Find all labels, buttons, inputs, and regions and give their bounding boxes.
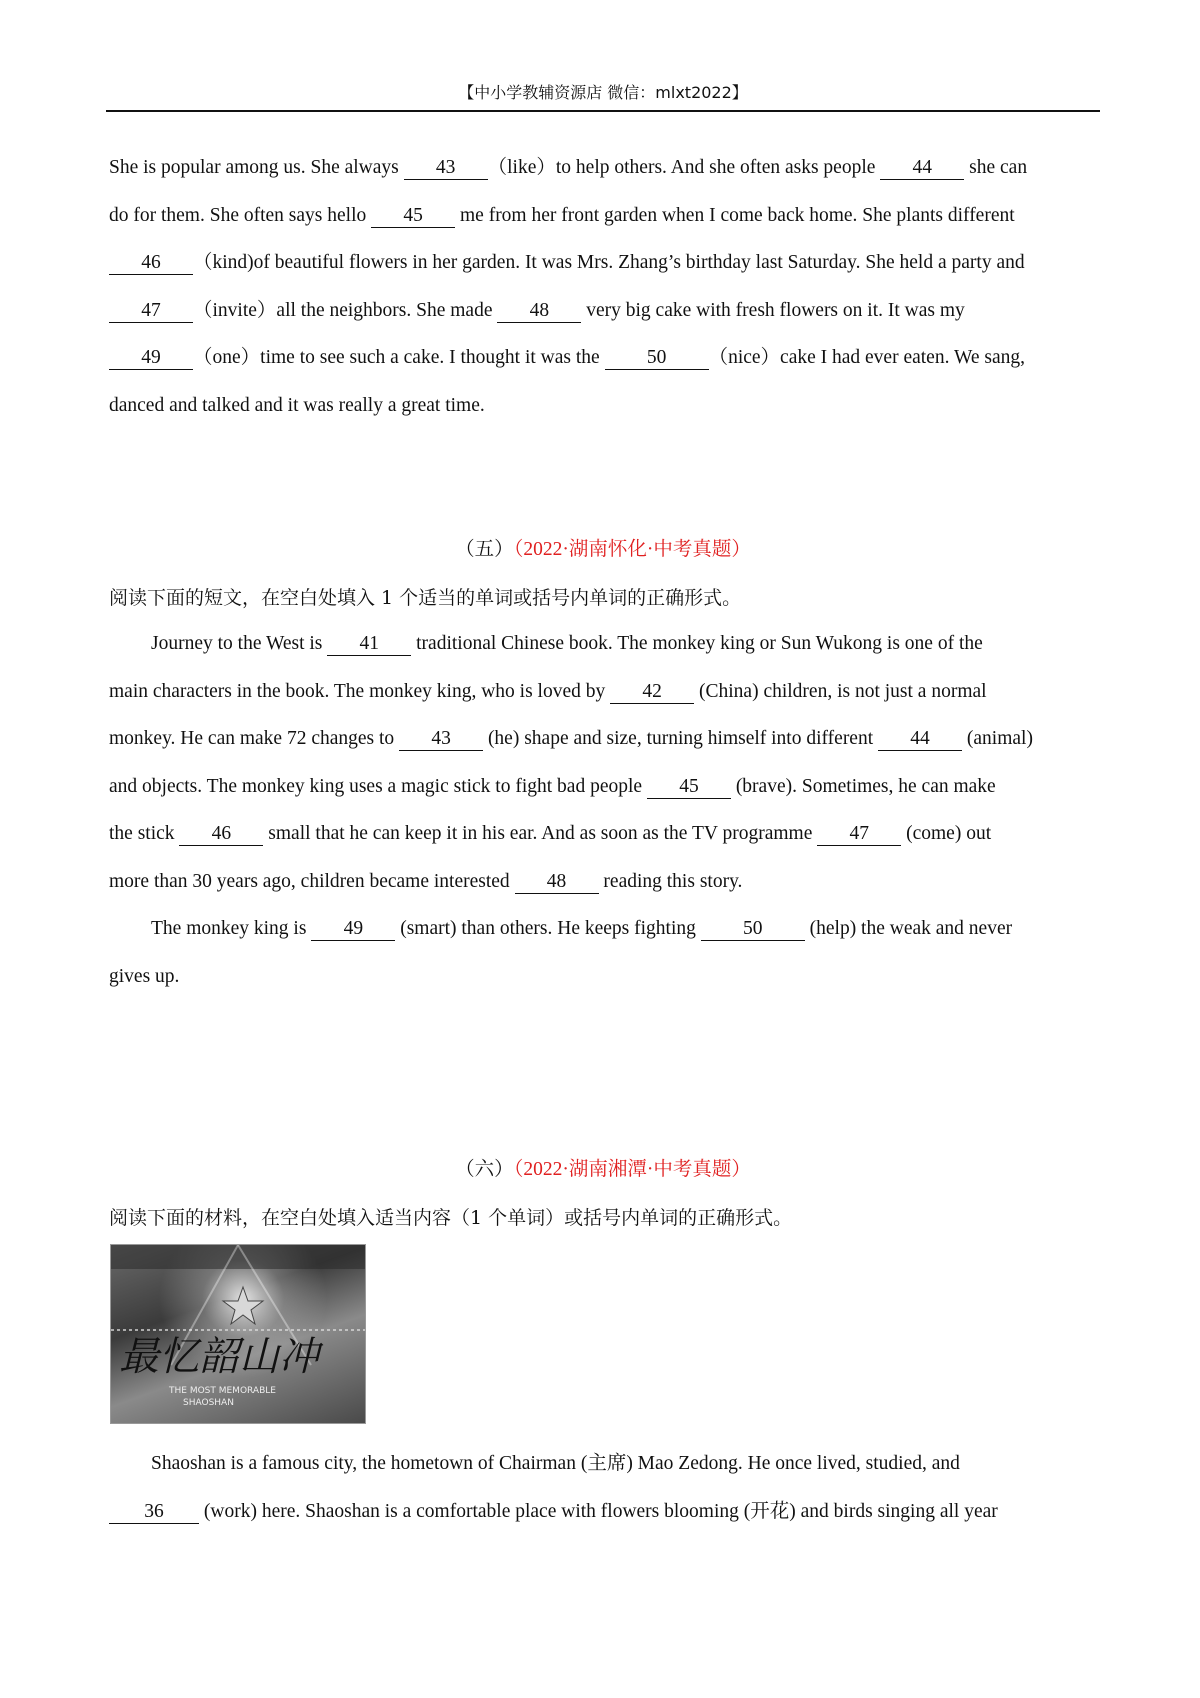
passage-line: the stick 46 small that he can keep it in his ear. And as soon as the TV programme 47 (come) out — [109, 823, 992, 844]
passage-line: monkey. He can make 72 changes to 43 (he) shape and size, turning himself into different 44 (animal) — [109, 728, 1033, 749]
blank-45: 45 — [647, 776, 731, 799]
passage-line: main characters in the book. The monkey king, who is loved by 42 (China) children, is not just a normal — [109, 680, 987, 702]
passage-6 — [109, 1440, 1109, 1535]
passage-line: more than 30 years ago, children became interested 48 reading this story. — [109, 870, 743, 892]
passage-line: Journey to the West is 41 traditional Chinese book. The monkey king or Sun Wukong is one of the — [151, 633, 983, 654]
blank-49: 49 — [311, 918, 395, 941]
photo-caption-2: SHAOSHAN — [183, 1398, 234, 1408]
blank-48: 48 — [515, 871, 599, 894]
blank-41: 41 — [327, 633, 411, 656]
star-icon — [223, 1287, 263, 1324]
shaoshan-photo — [110, 1244, 366, 1424]
passage-line: danced and talked and it was really a great time. — [109, 394, 485, 416]
passage-4 — [109, 144, 1109, 429]
section-5-source: （2022·湖南怀化·中考真题） — [513, 539, 751, 560]
blank-48: 48 — [497, 300, 581, 323]
section-5-instruction: 阅读下面的短文，在空白处填入 1 个适当的单词或括号内单词的正确形式。 — [109, 587, 742, 609]
blank-50: 50 — [701, 918, 805, 941]
passage-line: Shaoshan is a famous city, the hometown of Chairman (主席) Mao Zedong. He once lived, studied, and — [151, 1453, 960, 1474]
section-6-instruction: 阅读下面的材料，在空白处填入适当内容（1 个单词）或括号内单词的正确形式。 — [109, 1207, 793, 1229]
blank-46: 46 — [179, 823, 263, 846]
photo-caption-1: THE MOST MEMORABLE — [169, 1386, 276, 1396]
blank-50: 50 — [605, 347, 709, 370]
blank-47: 47 — [109, 300, 193, 323]
photo-calligraphy: 最忆韶山冲 — [119, 1334, 319, 1380]
passage-line: 47 （invite）all the neighbors. She made 48 very big cake with fresh flowers on it. It was my — [109, 287, 1109, 335]
blank-46: 46 — [109, 252, 193, 275]
passage-line: and objects. The monkey king uses a magic stick to fight bad people 45 (brave). Sometimes, he can make — [109, 775, 996, 797]
blank-45: 45 — [371, 205, 455, 228]
blank-43: 43 — [399, 728, 483, 751]
blank-44: 44 — [878, 728, 962, 751]
passage-line: The monkey king is 49 (smart) than others. He keeps fighting 50 (help) the weak and never — [151, 918, 1013, 939]
blank-44: 44 — [880, 157, 964, 180]
page-header: 【中小学教辅资源店 微信：mlxt2022】 — [458, 83, 748, 102]
blank-42: 42 — [610, 681, 694, 704]
photo-artwork — [111, 1245, 365, 1423]
passage-line: 46 （kind)of beautiful flowers in her garden. It was Mrs. Zhang’s birthday last Saturday. She held a party and — [109, 239, 1109, 287]
passage-line: 49 （one）time to see such a cake. I thought it was the 50 （nice）cake I had ever eaten. We sang, — [109, 334, 1109, 382]
header-divider — [106, 110, 1100, 112]
passage-line: gives up. — [109, 965, 180, 987]
section-6-title: （六）（2022·湖南湘潭·中考真题） — [455, 1159, 751, 1180]
blank-43: 43 — [404, 157, 488, 180]
passage-5 — [109, 620, 1109, 1000]
blank-47: 47 — [817, 823, 901, 846]
blank-36: 36 — [109, 1501, 199, 1524]
passage-line: She is popular among us. She always 43 （like）to help others. And she often asks people 44 she can — [109, 157, 1028, 178]
passage-line: do for them. She often says hello 45 me from her front garden when I come back home. She plants different — [109, 204, 1015, 226]
section-6-source: （2022·湖南湘潭·中考真题） — [513, 1159, 751, 1180]
blank-49: 49 — [109, 347, 193, 370]
passage-line: 36 (work) here. Shaoshan is a comfortable place with flowers blooming (开花) and birds singing all year — [109, 1488, 1109, 1536]
section-5-title: （五）（2022·湖南怀化·中考真题） — [455, 539, 751, 560]
